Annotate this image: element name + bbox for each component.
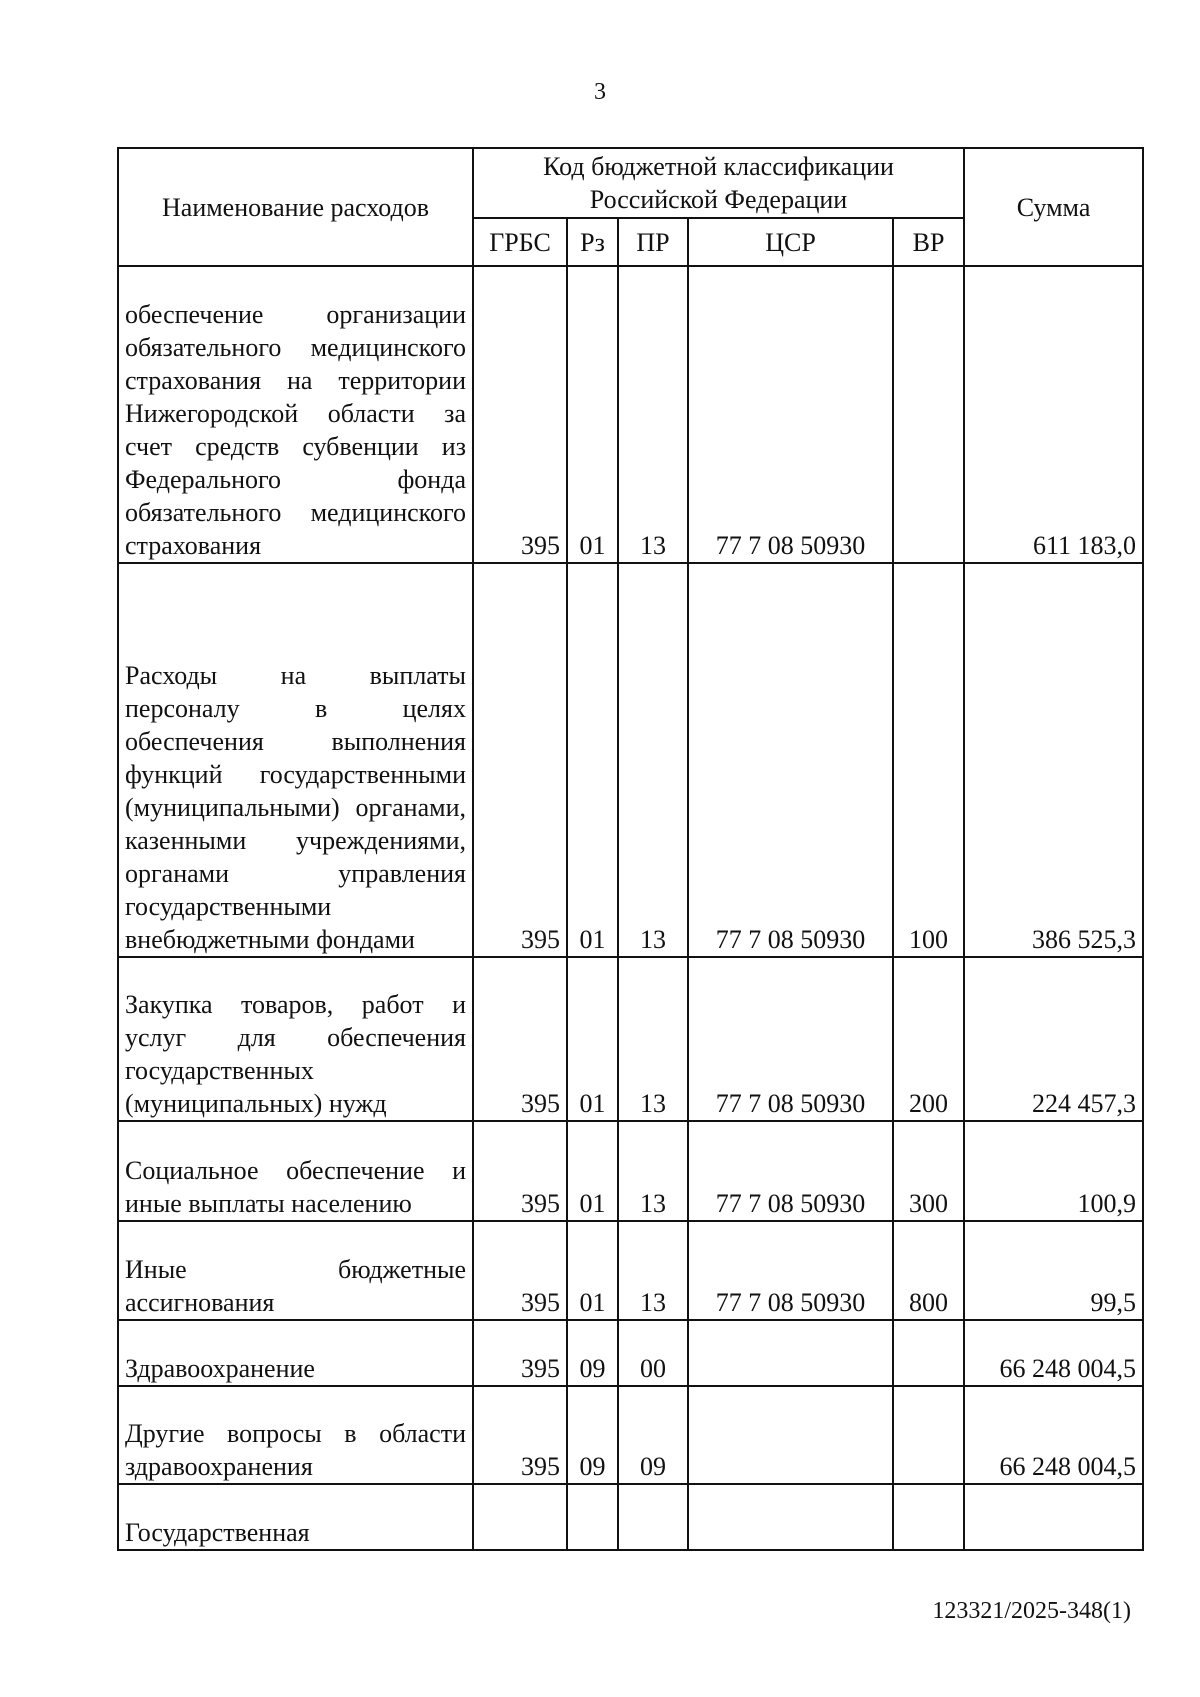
row-csr [688, 1484, 893, 1550]
row-pr [618, 1484, 688, 1550]
row-sum: 66 248 004,5 [964, 1386, 1143, 1484]
row-rz: 09 [567, 1320, 618, 1386]
row-name: Социальное обеспечение и иные выплаты населению [118, 1121, 473, 1221]
row-vr: 800 [893, 1221, 964, 1320]
header-csr: ЦСР [688, 218, 893, 266]
row-name: Расходы на выплаты персоналу в целях обеспечения выполнения функций государственными (муниципальными) органами, казенными учреждениями, органами управления государственными внебюджетными фондами [118, 563, 473, 957]
header-pr: ПР [618, 218, 688, 266]
header-name: Наименование расходов [118, 148, 473, 266]
row-csr: 77 7 08 50930 [688, 266, 893, 563]
table-row [118, 266, 1143, 563]
row-vr [893, 266, 964, 563]
row-sum: 224 457,3 [964, 957, 1143, 1121]
table-row [118, 563, 1143, 957]
table-row [118, 1221, 1143, 1320]
row-rz: 01 [567, 1121, 618, 1221]
row-rz: 09 [567, 1386, 618, 1484]
table-row [118, 1386, 1143, 1484]
row-pr: 13 [618, 1221, 688, 1320]
row-csr: 77 7 08 50930 [688, 1121, 893, 1221]
header-sum: Сумма [964, 148, 1143, 266]
row-csr: 77 7 08 50930 [688, 957, 893, 1121]
row-rz: 01 [567, 563, 618, 957]
row-pr: 09 [618, 1386, 688, 1484]
row-grbs: 395 [473, 1320, 567, 1386]
row-grbs: 395 [473, 1221, 567, 1320]
row-name: Закупка товаров, работ и услуг для обеспечения государственных (муниципальных) нужд [118, 957, 473, 1121]
page-number: 3 [594, 79, 606, 105]
row-vr: 100 [893, 563, 964, 957]
row-sum: 100,9 [964, 1121, 1143, 1221]
row-sum: 611 183,0 [964, 266, 1143, 563]
row-rz: 01 [567, 957, 618, 1121]
row-sum [964, 1484, 1143, 1550]
row-csr [688, 1320, 893, 1386]
row-pr: 13 [618, 957, 688, 1121]
table-row [118, 1121, 1143, 1221]
row-rz: 01 [567, 266, 618, 563]
row-pr: 13 [618, 563, 688, 957]
row-name: Государственная [118, 1484, 473, 1550]
header-grbs: ГРБС [473, 218, 567, 266]
header-code-group: Код бюджетной классификации Российской Федерации [473, 148, 964, 218]
row-vr [893, 1484, 964, 1550]
table-row [118, 1484, 1143, 1550]
row-sum: 386 525,3 [964, 563, 1143, 957]
row-grbs [473, 1484, 567, 1550]
row-grbs: 395 [473, 1121, 567, 1221]
row-name: Другие вопросы в области здравоохранения [118, 1386, 473, 1484]
row-csr: 77 7 08 50930 [688, 1221, 893, 1320]
row-vr: 200 [893, 957, 964, 1121]
table-row [118, 1320, 1143, 1386]
row-vr [893, 1386, 964, 1484]
row-rz: 01 [567, 1221, 618, 1320]
table-row [118, 957, 1143, 1121]
row-name: Иные бюджетные ассигнования [118, 1221, 473, 1320]
row-grbs: 395 [473, 1386, 567, 1484]
row-grbs: 395 [473, 266, 567, 563]
document-id: 123321/2025-348(1) [932, 1598, 1131, 1624]
row-name: обеспечение организации обязательного медицинского страхования на территории Нижегородской области за счет средств субвенции из Федерального фонда обязательного медицинского страхования [118, 266, 473, 563]
row-csr: 77 7 08 50930 [688, 563, 893, 957]
row-sum: 66 248 004,5 [964, 1320, 1143, 1386]
header-rz: Рз [567, 218, 618, 266]
budget-table [117, 147, 1144, 1551]
row-vr [893, 1320, 964, 1386]
header-vr: ВР [893, 218, 964, 266]
row-pr: 13 [618, 1121, 688, 1221]
row-rz [567, 1484, 618, 1550]
row-sum: 99,5 [964, 1221, 1143, 1320]
row-vr: 300 [893, 1121, 964, 1221]
row-pr: 13 [618, 266, 688, 563]
row-pr: 00 [618, 1320, 688, 1386]
row-name: Здравоохранение [118, 1320, 473, 1386]
row-grbs: 395 [473, 563, 567, 957]
row-grbs: 395 [473, 957, 567, 1121]
row-csr [688, 1386, 893, 1484]
